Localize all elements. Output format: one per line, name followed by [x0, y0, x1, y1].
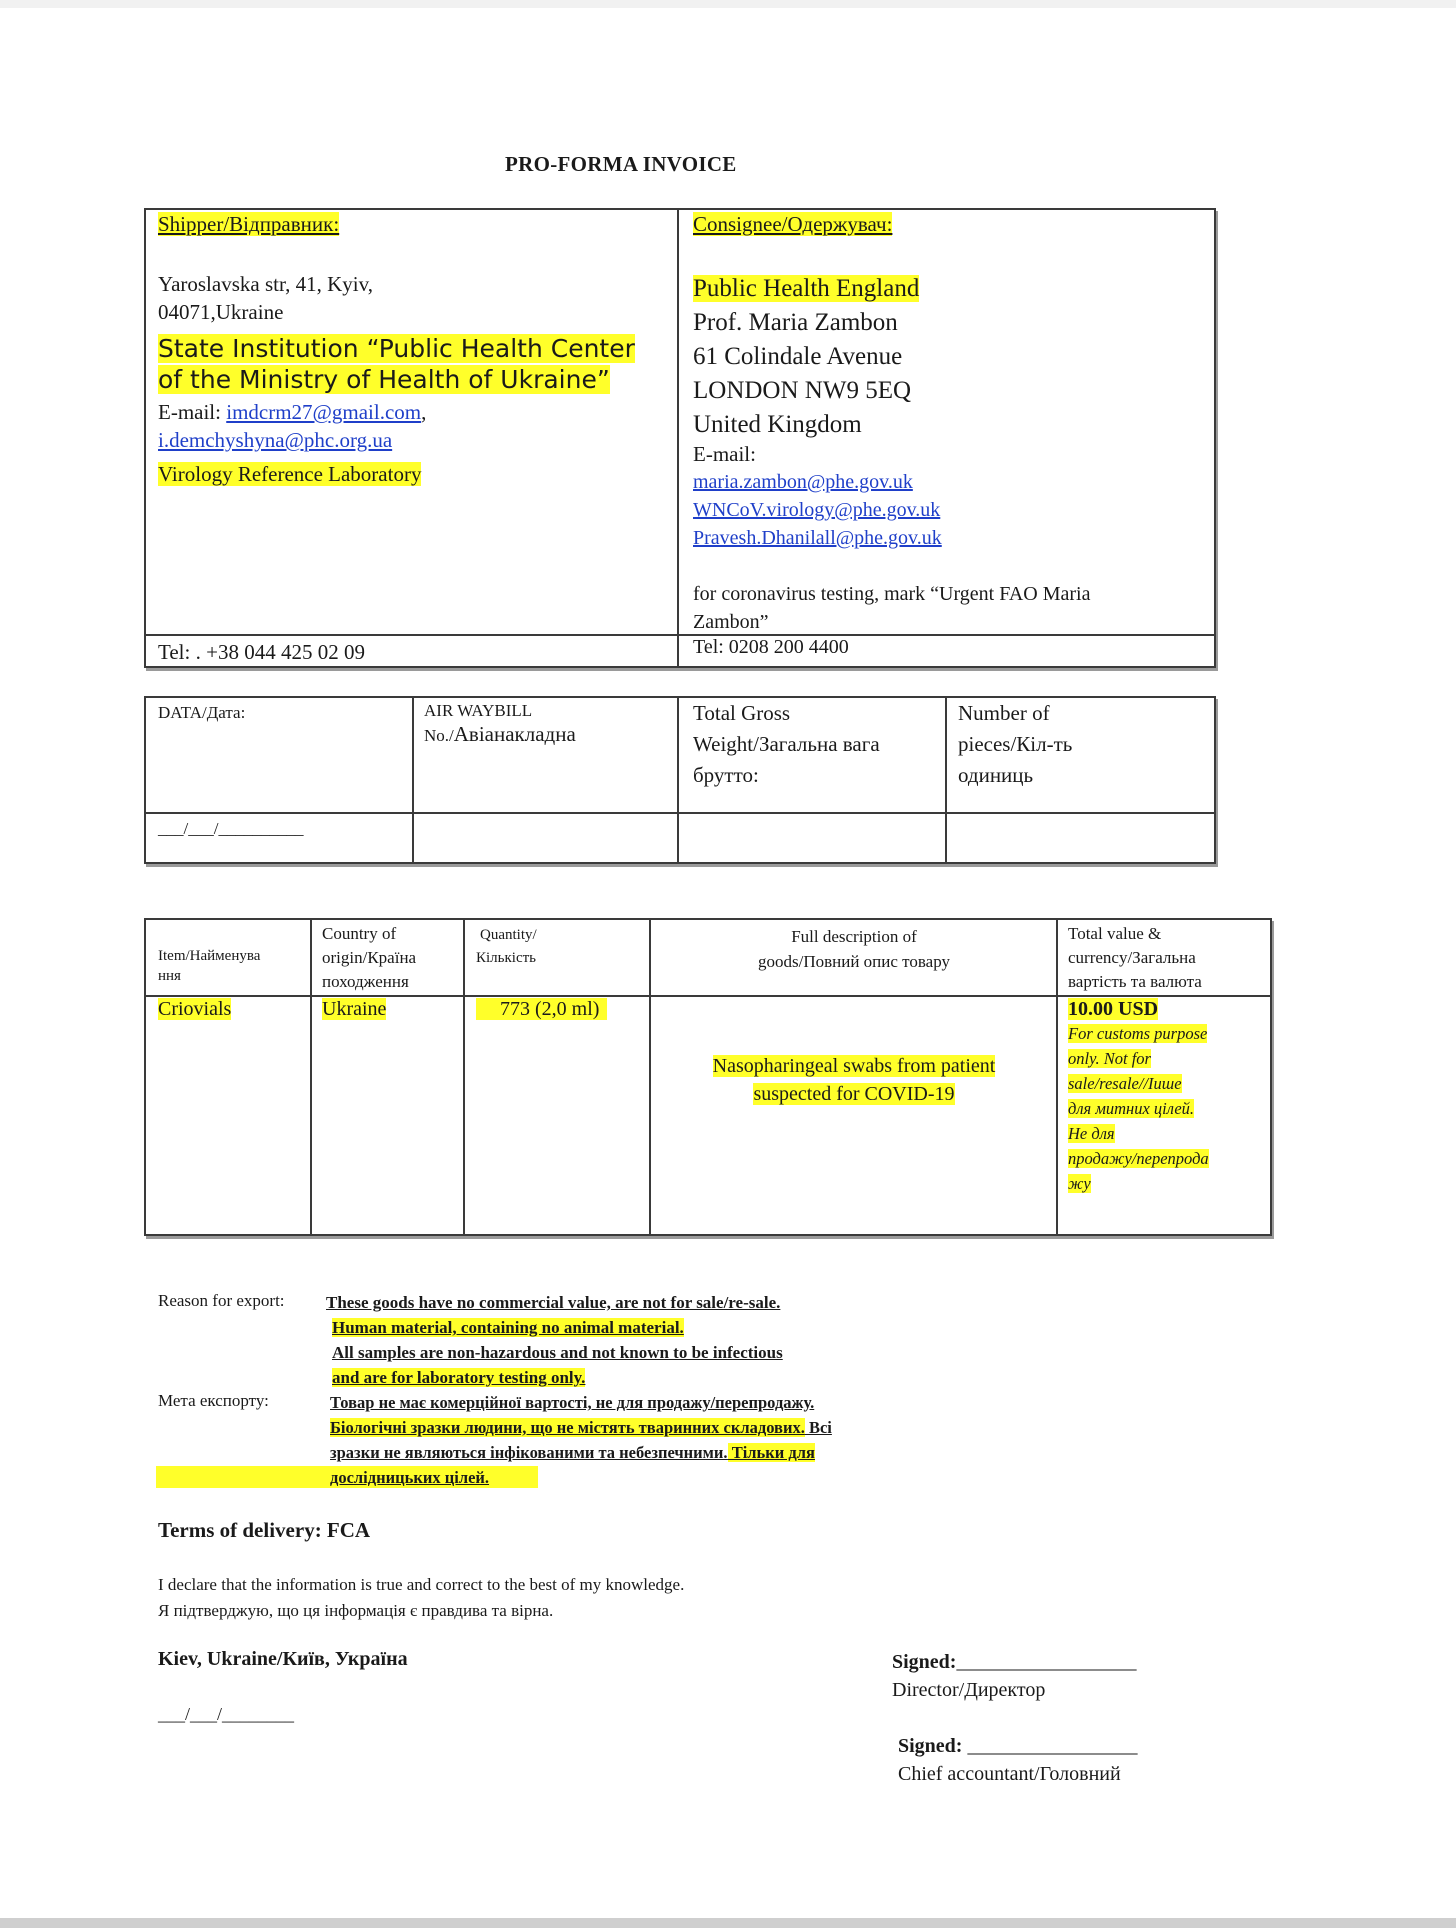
consignee-address [693, 272, 919, 442]
goods-header-item-line1: Item/Найменува [158, 948, 261, 964]
reason-en-line1: These goods have no commercial value, are not for sale/re-sale. [326, 1293, 781, 1312]
reason-en-line4b: are for laboratory testing only. [363, 1368, 586, 1387]
goods-item: Criovials [158, 998, 232, 1020]
shipper-email-link-1[interactable]: imdcrm27@gmail.com [226, 400, 422, 424]
value-note-line-5: Не для [1068, 1124, 1115, 1143]
consignee-person: Prof. Maria Zambon [693, 309, 898, 336]
shipper-address [158, 270, 373, 326]
page-title: PRO-FORMA INVOICE [505, 152, 737, 176]
awb-label [424, 700, 576, 747]
consignee-note-line1: for coronavirus testing, mark “Urgent FAO Maria [693, 583, 1091, 605]
weight-label-line3: брутто: [693, 763, 759, 787]
pieces-label-line1: Number of [958, 701, 1050, 725]
pieces-label-line3: одиниць [958, 763, 1034, 787]
date-value: ___/___/__________ [158, 819, 304, 838]
consignee-email-label: E-mail: [693, 442, 756, 466]
weight-label-line1: Total Gross [693, 701, 791, 725]
goods-value-note [1068, 1021, 1209, 1196]
page-top-edge [0, 0, 1456, 8]
reason-en-line2: Human material, containing no animal material. [332, 1318, 684, 1337]
shipper-heading: Shipper/Відправник: [158, 212, 340, 236]
shipper-email-label: E-mail: [158, 400, 227, 424]
goods-header-desc-line2: goods/Повний опис товару [757, 952, 950, 971]
reason-ua-line2b: Всі [804, 1418, 832, 1437]
goods-header-qty [476, 924, 537, 970]
weight-label-line2: Weight/Загальна вага [693, 732, 880, 756]
reason-en-block [326, 1290, 783, 1390]
goods-header-qty-line2: Кількість [476, 950, 537, 966]
goods-origin: Ukraine [322, 998, 387, 1020]
consignee-email-link-3[interactable]: Pravesh.Dhanilall@phe.gov.uk [693, 527, 942, 549]
shipper-lab [158, 460, 421, 488]
shipment-col-1 [412, 696, 414, 864]
reason-ua-line2a: Біологічні зразки людини, що не містять тваринних складових. [330, 1418, 805, 1437]
goods-header-value-line1: Total value & [1068, 924, 1162, 943]
value-note-line-3: sale/resale//Іише [1068, 1074, 1182, 1093]
accountant-signed-label: Signed: [898, 1735, 963, 1757]
shipper-org-line1: State Institution “Public Health Center [158, 334, 635, 363]
goods-item-cell [158, 998, 231, 1021]
goods-col-3 [649, 918, 651, 1236]
consignee-note-line2: Zambon” [693, 611, 769, 633]
pieces-label [958, 698, 1072, 791]
goods-header-origin-line1: Country of [322, 924, 397, 943]
goods-value-cell [1068, 998, 1209, 1196]
accountant-signature [898, 1732, 1137, 1788]
reason-ua-line3a: зразки не являються інфікованими та небезпечними. [330, 1443, 728, 1462]
goods-header-divider [144, 995, 1272, 997]
goods-qty-cell [476, 998, 607, 1021]
goods-header-desc [664, 924, 1044, 974]
reason-ua-line4: дослідницьких цілей. [330, 1468, 490, 1487]
goods-header-value-line3: вартість та валюта [1068, 972, 1202, 991]
consignee-country: United Kingdom [693, 411, 862, 438]
awb-label-ua: Авіанакладна [453, 722, 576, 746]
goods-quantity: 773 (2,0 ml) [476, 998, 607, 1020]
awb-label-line1: AIR WAYBILL [424, 701, 533, 720]
awb-label-no: No./ [424, 726, 454, 745]
shipper-org [158, 333, 635, 395]
goods-header-origin-line2: origin/Країна [322, 948, 417, 967]
shipper-email-link-2[interactable]: i.demchyshyna@phc.org.ua [158, 428, 393, 452]
value-note-line-2: only. Not for [1068, 1049, 1151, 1068]
shipper-block [158, 210, 673, 238]
parties-divider [677, 208, 679, 668]
goods-header-qty-line1: Quantity/ [480, 927, 537, 943]
consignee-heading: Consignee/Одержувач: [693, 212, 893, 236]
accountant-signature-line[interactable]: _________________ [962, 1735, 1138, 1757]
shipper-address-line2: 04071,Ukraine [158, 300, 284, 324]
goods-header-value-line2: currency/Загальна [1068, 948, 1196, 967]
consignee-tel: Tel: 0208 200 4400 [693, 636, 849, 658]
terms-of-delivery: Terms of delivery: FCA [158, 1518, 371, 1542]
reason-ua-block [330, 1390, 832, 1465]
signing-date: ___/___/________ [158, 1704, 295, 1724]
director-signature-line[interactable]: __________________ [956, 1651, 1137, 1673]
accountant-role: Chief accountant/Головний [898, 1763, 1121, 1785]
value-note-line-7: жу [1068, 1174, 1091, 1193]
consignee-email [693, 440, 942, 552]
goods-col-4 [1056, 918, 1058, 1236]
goods-header-origin [322, 922, 416, 994]
shipment-col-2 [677, 696, 679, 864]
director-signature [892, 1648, 1136, 1704]
reason-ua-line1: Товар не має комерційної вартості, не для продажу/перепродажу. [330, 1393, 815, 1412]
goods-description-line1: Nasopharingeal swabs from patient [712, 1055, 996, 1077]
shipper-address-line1: Yaroslavska str, 41, Kyiv, [158, 272, 373, 296]
reason-ua-line3b: Тільки для [727, 1443, 815, 1462]
shipper-org-line2: of the Ministry of Health of Ukraine” [158, 365, 610, 394]
page-bottom-edge [0, 1918, 1456, 1928]
value-note-line-6: продажу/перепрода [1068, 1149, 1209, 1168]
consignee-note [693, 580, 1091, 636]
goods-header-origin-line3: походження [322, 972, 409, 991]
reason-label-en: Reason for export: [158, 1291, 285, 1310]
pieces-label-line2: pieces/Кіл-ть [958, 732, 1073, 756]
consignee-org: Public Health England [693, 275, 920, 302]
weight-label [693, 698, 880, 791]
shipment-row-divider [144, 812, 1216, 814]
shipper-lab-name: Virology Reference Laboratory [158, 462, 422, 486]
shipment-col-3 [945, 696, 947, 864]
goods-value: 10.00 USD [1068, 998, 1159, 1020]
goods-origin-cell [322, 998, 386, 1021]
consignee-email-link-1[interactable]: maria.zambon@phe.gov.uk [693, 471, 913, 493]
goods-col-2 [463, 918, 465, 1236]
consignee-heading-wrap [693, 210, 892, 238]
director-signed-label: Signed: [892, 1651, 957, 1673]
goods-header-desc-line1: Full description of [791, 927, 917, 946]
goods-col-1 [310, 918, 312, 1236]
goods-header-item-line2: ння [158, 968, 181, 984]
shipper-email [158, 398, 426, 454]
consignee-street: 61 Colindale Avenue [693, 343, 903, 370]
goods-header-value [1068, 922, 1202, 994]
declaration [158, 1572, 684, 1624]
declaration-ua: Я підтверджую, що ця інформація є правдива та вірна. [158, 1601, 554, 1620]
place-of-signing: Kiev, Ukraine/Київ, Україна [158, 1648, 408, 1670]
declaration-en: I declare that the information is true and correct to the best of my knowledge. [158, 1575, 685, 1594]
shipper-tel: Tel: . +38 044 425 02 09 [158, 640, 365, 664]
goods-desc-cell [664, 1052, 1044, 1108]
consignee-email-link-2[interactable]: WNCoV.virology@phe.gov.uk [693, 499, 941, 521]
value-note-line-1: For customs purpose [1068, 1024, 1208, 1043]
value-note-line-4: для митних цілей. [1068, 1099, 1195, 1118]
goods-description-line2: suspected for COVID-19 [753, 1083, 955, 1105]
consignee-city: LONDON NW9 5EQ [693, 377, 912, 404]
reason-en-line4a: and [332, 1368, 364, 1387]
reason-label-ua: Мета експорту: [158, 1391, 269, 1410]
date-label: DATA/Дата: [158, 703, 246, 722]
reason-en-line3: All samples are non-hazardous and not known to be infectious [332, 1343, 783, 1362]
shipper-email-separator: , [421, 400, 427, 424]
goods-header-item [158, 946, 260, 986]
director-role: Director/Директор [892, 1679, 1046, 1701]
